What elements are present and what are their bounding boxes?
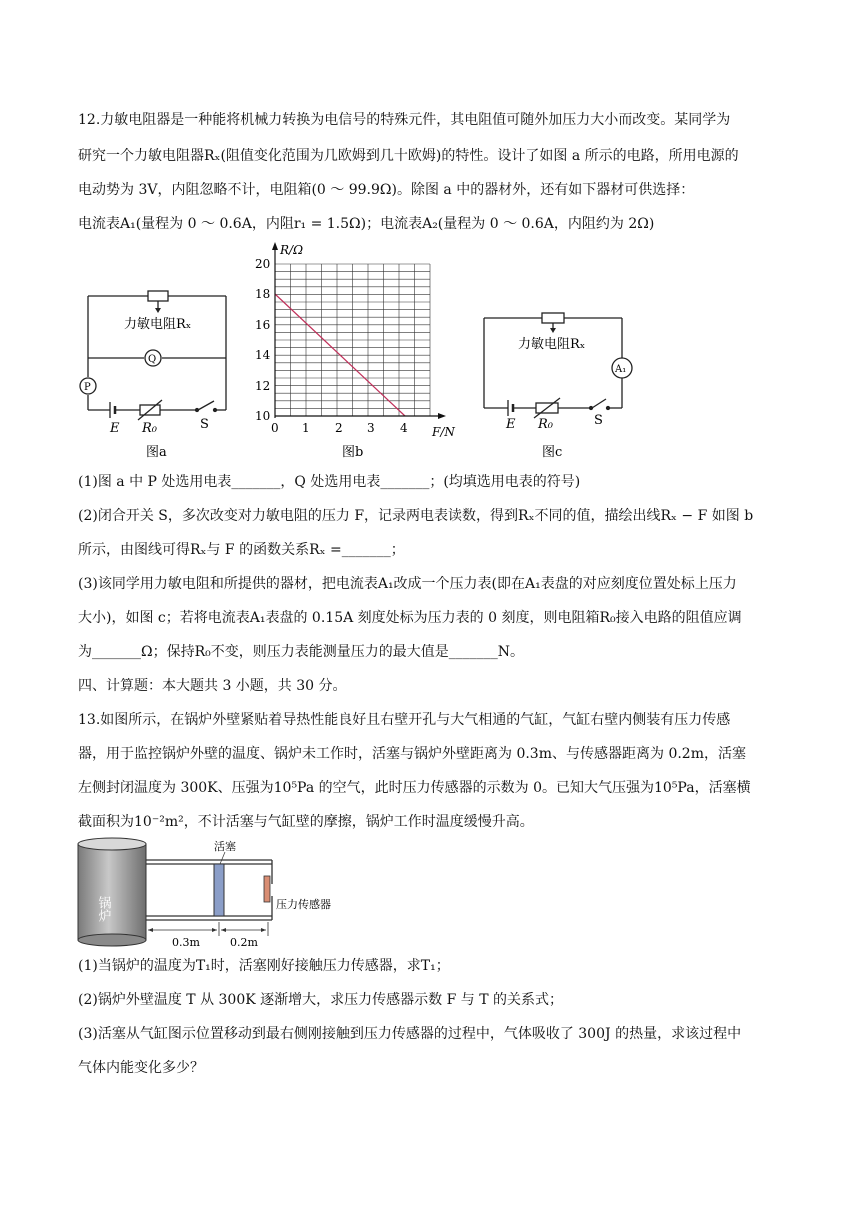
fig-a-p-label: P: [84, 382, 91, 393]
fig-b-ytick: 14: [255, 348, 271, 362]
fig-a-resistor-label: 力敏电阻Rₓ: [124, 317, 192, 332]
dim-0-3m: 0.3m: [172, 936, 200, 948]
sensor-label: 压力传感器: [276, 898, 331, 911]
fig-c-caption: 图c: [542, 445, 563, 460]
q12-line-1: 12.力敏电阻器是一种能将机械力转换为电信号的特殊元件，其电阻值可随外加压力大小而改变。某同学为: [78, 112, 731, 128]
fig-b-xtick: 2: [335, 421, 343, 435]
figure-a-circuit: [78, 280, 238, 460]
fig-a-caption: 图a: [146, 445, 167, 460]
fig-a-r0-label: R₀: [142, 421, 157, 436]
fig-b-ytick: 20: [255, 257, 271, 271]
q13-line-1: 13.如图所示，在锅炉外壁紧贴着导热性能良好且右壁开孔与大气相通的气缸，气缸右壁内侧装有压力传感: [78, 712, 731, 728]
fig-b-ytick: 16: [255, 318, 271, 332]
q12-line-2: 研究一个力敏电阻器Rₓ(阻值变化范围为几欧姆到几十欧姆)的特性。设计了如图 a 所示的电路，所用电源的: [78, 148, 739, 164]
fig-b-ytick: 10: [255, 409, 271, 423]
q12-sub-5: 大小)，如图 c；若将电流表A₁表盘的 0.15A 刻度处标为压力表的 0 刻度，则电阻箱R₀接入电路的阻值应调: [78, 610, 742, 626]
fig-c-r0-label: R₀: [538, 417, 553, 432]
boiler-label: 锅炉: [95, 896, 111, 922]
q13-sub-1: (1)当锅炉的温度为T₁时，活塞刚好接触压力传感器，求T₁；: [78, 958, 450, 974]
fig-c-s-label: S: [594, 413, 603, 428]
q12-sub-4: (3)该同学用力敏电阻和所提供的器材，把电流表A₁改成一个压力表(即在A₁表盘的对应刻度位置处标上压力: [78, 576, 737, 592]
fig-c-e-label: E: [506, 417, 516, 432]
fig-b-xtick: 1: [302, 421, 310, 435]
fig-b-xtick: 0: [271, 421, 279, 435]
fig-c-a1-label: A₁: [615, 364, 627, 375]
q12-sub-1: (1)图 a 中 P 处选用电表_______，Q 处选用电表_______；(均填选用电表的符号): [78, 474, 581, 490]
fig-b-caption: 图b: [342, 445, 364, 460]
fig-b-xtick: 3: [367, 421, 375, 435]
q13-line-3: 左侧封闭温度为 300K、压强为10⁵Pa 的空气，此时压力传感器的示数为 0。已知大气压强为10⁵Pa，活塞横: [78, 780, 751, 796]
figure-b-graph: [250, 240, 460, 462]
q12-sub-3: 所示，由图线可得Rₓ与 F 的函数关系Rₓ =_______；: [78, 542, 405, 558]
fig-b-y-label: R/Ω: [280, 243, 304, 257]
fig-c-resistor-label: 力敏电阻Rₓ: [518, 337, 586, 352]
q12-sub-6: 为_______Ω；保持R₀不变，则压力表能测量压力的最大值是_______N。: [78, 644, 525, 660]
figure-boiler-cylinder: [74, 836, 364, 948]
fig-b-ytick: 18: [255, 287, 271, 301]
q12-line-4: 电流表A₁(量程为 0 ～ 0.6A，内阻r₁ = 1.5Ω)；电流表A₂(量程为 0 ～ 0.6A，内阻约为 2Ω): [78, 216, 655, 232]
fig-b-x-label: F/N: [432, 425, 455, 439]
q13-line-2: 器，用于监控锅炉外壁的温度、锅炉未工作时，活塞与锅炉外壁距离为 0.3m、与传感器距离为 0.2m，活塞: [78, 746, 746, 762]
fig-a-e-label: E: [110, 421, 120, 436]
fig-b-ytick: 12: [255, 379, 271, 393]
dim-0-2m: 0.2m: [230, 936, 258, 948]
section-header: 四、计算题：本大题共 3 小题，共 30 分。: [78, 678, 347, 694]
q12-line-3: 电动势为 3V，内阻忽略不计，电阻箱(0 ～ 99.9Ω)。除图 a 中的器材外，还有如下器材可供选择：: [78, 182, 695, 198]
q13-sub-4: 气体内能变化多少？: [78, 1060, 204, 1076]
fig-b-xtick: 4: [400, 421, 408, 435]
fig-a-s-label: S: [200, 417, 209, 432]
figure-c-circuit: [478, 306, 638, 462]
q13-line-4: 截面积为10⁻²m²，不计活塞与气缸壁的摩擦，锅炉工作时温度缓慢升高。: [78, 814, 534, 830]
piston-label: 活塞: [214, 840, 236, 853]
fig-a-q-label: Q: [148, 354, 157, 365]
q12-sub-2: (2)闭合开关 S，多次改变对力敏电阻的压力 F，记录两电表读数，得到Rₓ不同的值，描绘出线Rₓ − F 如图 b: [78, 508, 754, 524]
q13-sub-3: (3)活塞从气缸图示位置移动到最右侧刚接触到压力传感器的过程中，气体吸收了 300J 的热量，求该过程中: [78, 1026, 742, 1042]
piston: [214, 864, 224, 916]
pressure-sensor: [264, 876, 270, 902]
q13-sub-2: (2)锅炉外壁温度 T 从 300K 逐渐增大，求压力传感器示数 F 与 T 的关系式；: [78, 992, 564, 1008]
